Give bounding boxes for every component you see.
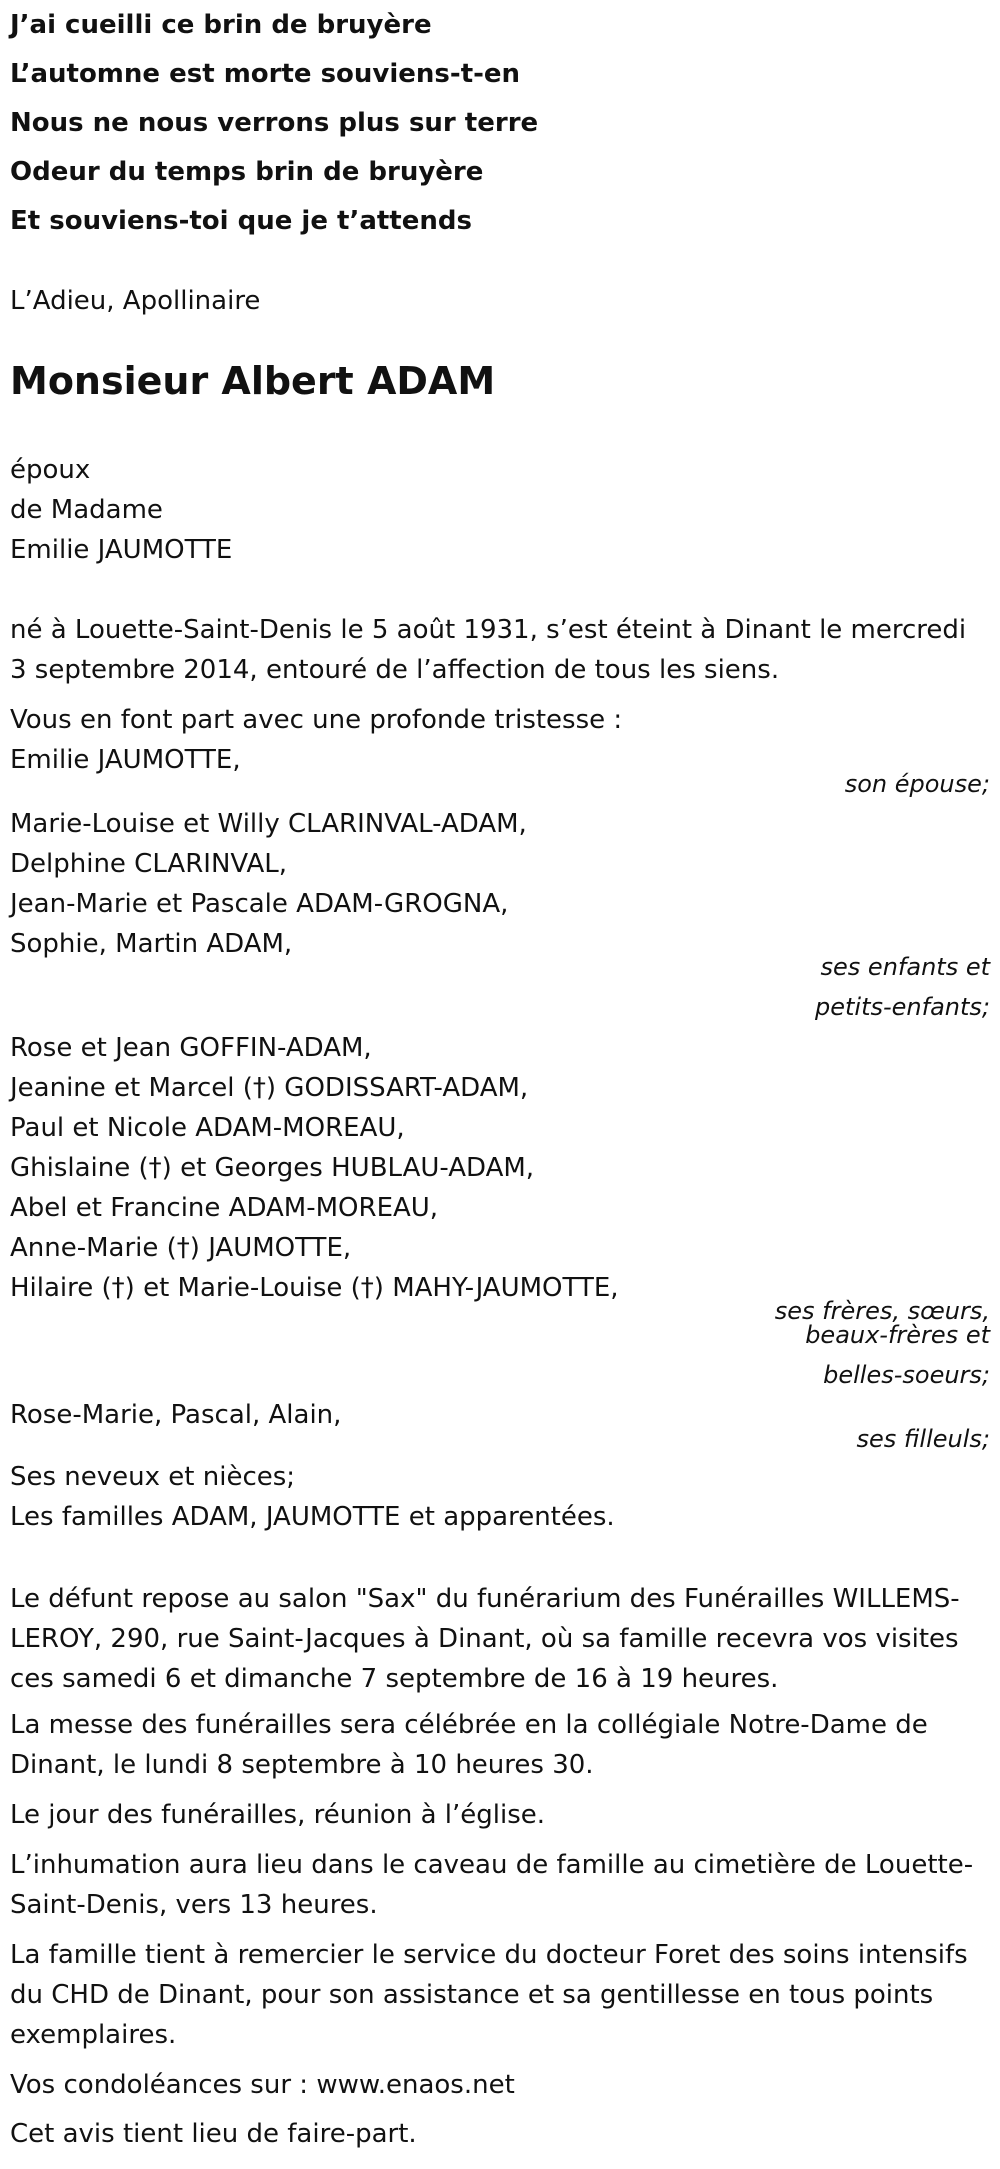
arrangement-paragraph: Le jour des funérailles, réunion à l’église. <box>10 1800 546 1830</box>
family-name: Abel et Francine ADAM-MOREAU, <box>10 1193 439 1223</box>
spouse-line: époux <box>10 455 91 485</box>
poem-line: L’automne est morte souviens-t-en <box>10 59 521 89</box>
arrangement-paragraph: La famille tient à remercier le service du docteur Foret des soins intensifs du CHD de Dinant, pour son assistance et sa gentillesse en tous points exemplaires. <box>10 1940 968 2050</box>
family-name: Delphine CLARINVAL, <box>10 849 288 879</box>
family-name: Rose et Jean GOFFIN-ADAM, <box>10 1033 372 1063</box>
family-role: belles-soeurs; <box>823 1361 990 1389</box>
poem-line: Odeur du temps brin de bruyère <box>10 157 484 187</box>
family-role: ses frères, sœurs, <box>774 1297 990 1325</box>
family-name: Ghislaine (†) et Georges HUBLAU-ADAM, <box>10 1153 535 1183</box>
family-name: Jeanine et Marcel (†) GODISSART-ADAM, <box>10 1073 529 1103</box>
family-role: son épouse; <box>844 770 990 798</box>
family-other: Les familles ADAM, JAUMOTTE et apparentées. <box>10 1502 615 1532</box>
family-name: Jean-Marie et Pascale ADAM-GROGNA, <box>10 889 509 919</box>
condolences-line: Vos condoléances sur : www.enaos.net <box>10 2070 515 2100</box>
spouse-line: de Madame <box>10 495 163 525</box>
family-role: ses filleuls; <box>856 1425 990 1453</box>
birth-death-line: 3 septembre 2014, entouré de l’affection de tous les siens. <box>10 655 780 685</box>
family-name: Anne-Marie (†) JAUMOTTE, <box>10 1233 352 1263</box>
closing-line: Cet avis tient lieu de faire-part. <box>10 2119 417 2149</box>
poem-attribution: L’Adieu, Apollinaire <box>10 286 261 316</box>
arrangement-paragraph: La messe des funérailles sera célébrée en la collégiale Notre-Dame de Dinant, le lundi 8 septembre à 10 heures 30. <box>10 1710 928 1780</box>
family-intro: Vous en font part avec une profonde tristesse : <box>10 705 623 735</box>
family-other: Ses neveux et nièces; <box>10 1462 296 1492</box>
family-role: beaux-frères et <box>805 1321 990 1349</box>
family-name: Hilaire (†) et Marie-Louise (†) MAHY-JAUMOTTE, <box>10 1273 619 1303</box>
family-name: Sophie, Martin ADAM, <box>10 929 293 959</box>
family-role: petits-enfants; <box>815 993 990 1021</box>
family-name: Rose-Marie, Pascal, Alain, <box>10 1400 342 1430</box>
birth-death-line: né à Louette-Saint-Denis le 5 août 1931, s’est éteint à Dinant le mercredi <box>10 615 967 645</box>
poem-line: J’ai cueilli ce brin de bruyère <box>10 10 432 40</box>
family-name: Emilie JAUMOTTE, <box>10 745 241 775</box>
family-role: ses enfants et <box>820 953 990 981</box>
arrangement-paragraph: Le défunt repose au salon "Sax" du funérarium des Funérailles WILLEMS-LEROY, 290, rue Saint-Jacques à Dinant, où sa famille recevra vos visites ces samedi 6 et dimanche 7 septembre de 16 à 19 heures. <box>10 1584 960 1694</box>
family-name: Marie-Louise et Willy CLARINVAL-ADAM, <box>10 809 527 839</box>
arrangement-paragraph: L’inhumation aura lieu dans le caveau de famille au cimetière de Louette-Saint-Denis, vers 13 heures. <box>10 1850 974 1920</box>
family-name: Paul et Nicole ADAM-MOREAU, <box>10 1113 405 1143</box>
deceased-name: Monsieur Albert ADAM <box>10 359 496 403</box>
spouse-line: Emilie JAUMOTTE <box>10 535 233 565</box>
poem-line: Nous ne nous verrons plus sur terre <box>10 108 539 138</box>
poem-line: Et souviens-toi que je t’attends <box>10 206 472 236</box>
